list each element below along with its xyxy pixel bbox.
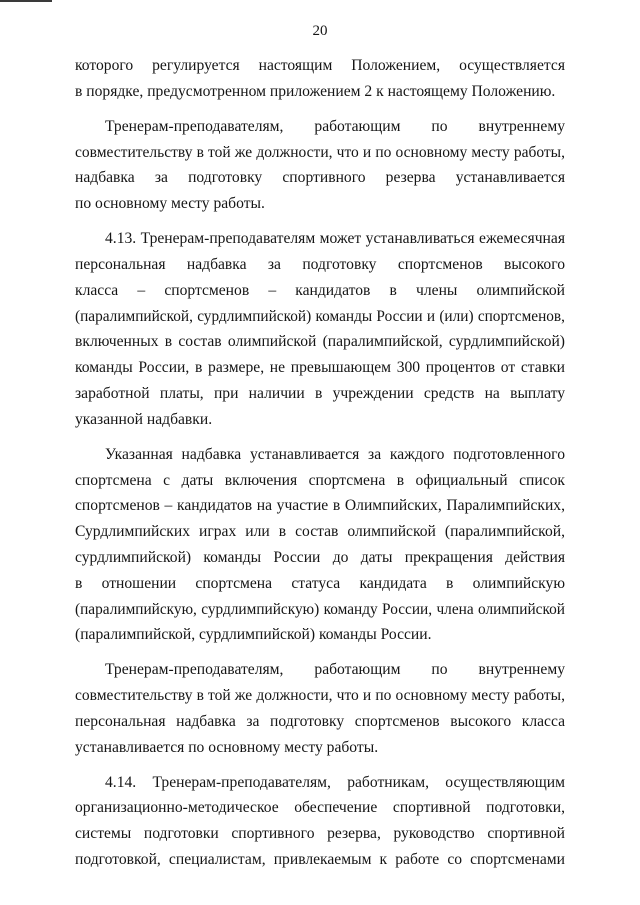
text-line: системы подготовки спортивного резерва, руководство спортивной — [75, 825, 565, 843]
text-line: в порядке, предусмотренном приложением 2 к настоящему Положению. — [75, 82, 556, 100]
text-line: команды России, в размере, не превышающем 300 процентов от ставки — [75, 359, 565, 377]
text-line: заработной платы, при наличии в учреждении средств на выплату — [75, 384, 565, 402]
text-line: персональная надбавка за подготовку спортсменов высокого — [75, 255, 565, 273]
text-line: надбавка за подготовку спортивного резерва устанавливается — [75, 169, 565, 187]
page-number: 20 — [312, 23, 328, 39]
text-line: подготовкой, специалистам, привлекаемым к работе со спортсменами — [75, 851, 565, 869]
text-line: устанавливается по основному месту работы. — [75, 738, 379, 756]
text-line: Сурдлимпийских играх или в состав олимпийской (паралимпийской, — [75, 523, 565, 541]
paragraph-bonus-per-athlete — [75, 442, 565, 648]
paragraph-part-time-sports-reserve — [75, 114, 565, 217]
paragraph-continuation — [75, 53, 565, 105]
text-line: (паралимпийской, сурдлимпийской) команды России и (или) спортсменов, — [75, 307, 565, 325]
paragraph-part-time-high-class — [75, 657, 565, 760]
scan-edge-mark — [0, 0, 52, 2]
text-line: спортсменов – кандидатов на участие в Олимпийских, Паралимпийских, — [75, 497, 565, 515]
paragraph-clause-4-13 — [75, 226, 565, 432]
text-line: Тренерам-преподавателям, работающим по внутреннему — [105, 661, 565, 679]
text-line: (паралимпийскую, сурдлимпийскую) команду России, члена олимпийской — [75, 600, 565, 618]
text-line: включенных в состав олимпийской (паралимпийской, сурдлимпийской) — [75, 333, 565, 351]
text-line: Тренерам-преподавателям, работающим по внутреннему — [105, 117, 565, 135]
text-line: указанной надбавки. — [75, 410, 213, 428]
text-line: 4.13. Тренерам-преподавателям может устанавливаться ежемесячная — [105, 230, 565, 248]
text-line: спортсмена с даты включения спортсмена в официальный список — [75, 471, 565, 489]
text-line: персональная надбавка за подготовку спортсменов высокого класса — [75, 712, 565, 730]
text-line: Указанная надбавка устанавливается за каждого подготовленного — [105, 445, 565, 463]
text-line: по основному месту работы. — [75, 195, 265, 213]
text-line: в отношении спортсмена статуса кандидата в олимпийскую — [75, 574, 565, 592]
text-line: совместительству в той же должности, что и по основному месту работы, — [75, 687, 565, 705]
text-line: сурдлимпийской) команды России до даты прекращения действия — [75, 548, 565, 566]
text-line: (паралимпийской, сурдлимпийской) команды России. — [75, 626, 432, 644]
document-body — [75, 53, 565, 873]
text-line: класса – спортсменов – кандидатов в члены олимпийской — [75, 281, 565, 299]
text-line: 4.14. Тренерам-преподавателям, работникам, осуществляющим — [105, 773, 565, 791]
text-line: организационно-методическое обеспечение спортивной подготовки, — [75, 799, 565, 817]
paragraph-clause-4-14 — [75, 770, 565, 873]
text-line: которого регулируется настоящим Положением, осуществляется — [75, 57, 565, 74]
text-line: совместительству в той же должности, что и по основному месту работы, — [75, 143, 565, 161]
